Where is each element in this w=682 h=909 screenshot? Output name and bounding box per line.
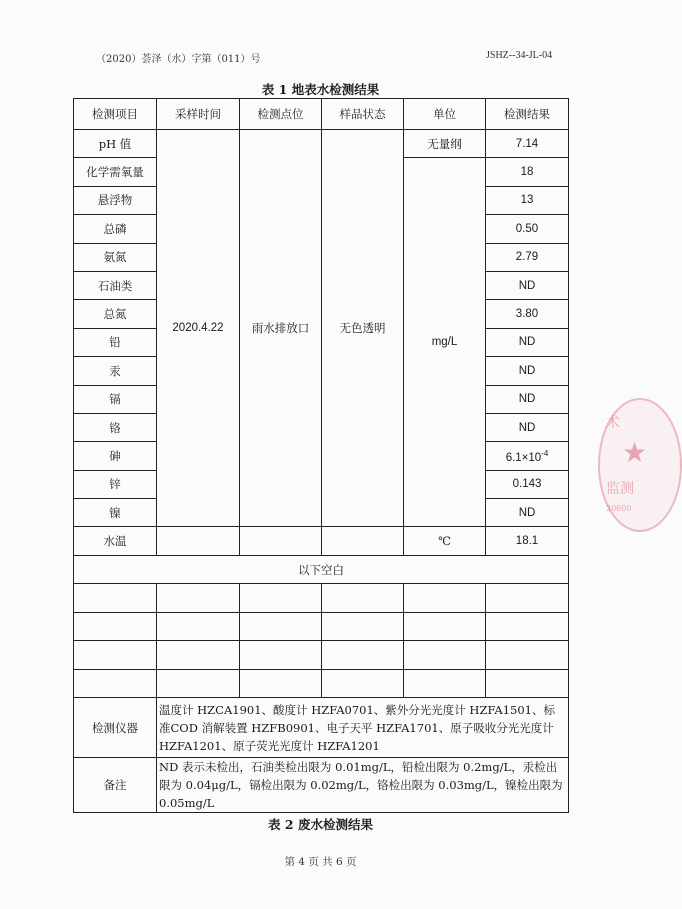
result-cell: 0.143 (486, 470, 569, 498)
item-cell: 总磷 (74, 215, 157, 243)
item-cell: 石油类 (74, 271, 157, 299)
result-cell: ND (486, 271, 569, 299)
result-cell: ND (486, 357, 569, 385)
document-number: （2020）荟泽（水）字第（011）号 (96, 54, 261, 65)
item-cell: pH 值 (74, 130, 157, 158)
column-header: 检测点位 (240, 99, 322, 130)
result-base: 6.1×10 (505, 451, 542, 464)
empty-row (74, 584, 569, 613)
column-header: 采样时间 (157, 99, 240, 130)
instruments-label: 检测仪器 (74, 698, 157, 758)
result-cell: 13 (486, 186, 569, 214)
item-cell: 铅 (74, 328, 157, 356)
result-cell: 18.1 (486, 527, 569, 555)
unit-cell: 无量纲 (404, 130, 486, 158)
result-cell: ND (486, 385, 569, 413)
result-cell: 18 (486, 158, 569, 186)
item-cell: 砷 (74, 442, 157, 470)
blank-note-row (74, 555, 569, 583)
result-cell: 2.79 (486, 243, 569, 271)
result-cell (486, 442, 569, 470)
table-header-row (74, 99, 569, 130)
item-cell: 水温 (74, 527, 157, 555)
surface-water-results-table (73, 98, 569, 813)
empty-cell (240, 527, 322, 555)
item-cell: 化学需氧量 (74, 158, 157, 186)
sampling-point-cell: 雨水排放口 (240, 130, 322, 527)
item-cell: 悬浮物 (74, 186, 157, 214)
sample-state-cell: 无色透明 (322, 130, 404, 527)
item-cell: 镉 (74, 385, 157, 413)
column-header: 样品状态 (322, 99, 404, 130)
remarks-row (74, 758, 569, 813)
unit-cell: mg/L (404, 158, 486, 527)
remarks-text: ND 表示未检出，石油类检出限为 0.01mg/L，铅检出限为 0.2mg/L，汞检出限为 0.04μg/L，镉检出限为 0.02mg/L，铬检出限为 0.03mg/L，镍检出限为 0.05mg/L (157, 758, 569, 813)
item-cell: 镍 (74, 499, 157, 527)
result-cell: 7.14 (486, 130, 569, 158)
official-seal-stamp: 术 ★ 监测 20600 (598, 398, 682, 532)
result-cell: ND (486, 328, 569, 356)
blank-note: 以下空白 (74, 555, 569, 583)
result-cell: ND (486, 413, 569, 441)
item-cell: 锌 (74, 470, 157, 498)
result-cell: ND (486, 499, 569, 527)
instruments-text: 温度计 HZCA1901、酸度计 HZFA0701、紫外分光光度计 HZFA1501、标准COD 消解装置 HZFB0901、电子天平 HZFA1701、原子吸收分光光度计 HZFA1201、原子荧光光度计 HZFA1201 (157, 698, 569, 758)
column-header: 检测项目 (74, 99, 157, 130)
empty-cell (157, 527, 240, 555)
result-exponent: -4 (541, 448, 549, 458)
empty-row (74, 612, 569, 641)
empty-row (74, 669, 569, 698)
table2-caption: 表 2 废水检测结果 (268, 817, 373, 832)
sampling-time-cell: 2020.4.22 (157, 130, 240, 527)
item-cell: 汞 (74, 357, 157, 385)
item-cell: 总氮 (74, 300, 157, 328)
report-code: JSHZ--34-JL-04 (486, 50, 553, 61)
item-cell: 氨氮 (74, 243, 157, 271)
empty-cell (322, 527, 404, 555)
table1-caption: 表 1 地表水检测结果 (261, 82, 380, 97)
column-header: 单位 (404, 99, 486, 130)
instruments-row (74, 698, 569, 758)
item-cell: 铬 (74, 413, 157, 441)
unit-cell: ℃ (404, 527, 486, 555)
remarks-label: 备注 (74, 758, 157, 813)
empty-row (74, 641, 569, 670)
page-footer: 第 4 页 共 6 页 (284, 856, 357, 868)
column-header: 检测结果 (486, 99, 569, 130)
result-cell: 0.50 (486, 215, 569, 243)
table-row (74, 130, 569, 158)
table-row (74, 527, 569, 555)
result-cell: 3.80 (486, 300, 569, 328)
